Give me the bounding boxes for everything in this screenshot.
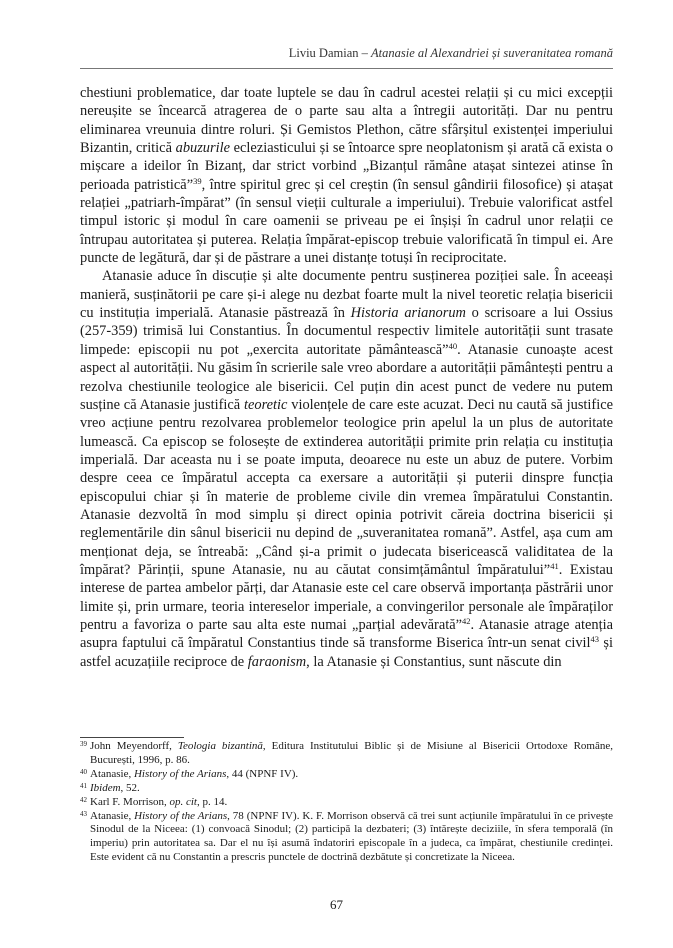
text-run: o scrisoare a lui Ossius (257-359) trimisă lui Constantius. În documentul respectiv limitele autorității sunt trasate limpede: episcopii nu pot „exercita autoritate pământească” <box>80 305 613 358</box>
footnote-text <box>90 782 613 796</box>
text-run: și astfel acuzațiile reciproce de <box>80 635 613 670</box>
italic-text: Ibidem <box>90 781 121 794</box>
paragraph <box>80 84 613 267</box>
footnote-ref[interactable]: 39 <box>193 175 202 186</box>
text-run: John Meyendorff, <box>90 740 178 752</box>
italic-text: faraonism <box>247 653 307 670</box>
italic-text: History of the Arians <box>133 767 227 780</box>
footnote-separator <box>80 737 184 738</box>
footnote-number: 42 <box>80 795 87 804</box>
text-run: , Editura Institutului Biblic și de Misiune al Bisericii Ortodoxe Române, București, 1996, p. 86. <box>90 740 613 766</box>
text-run: Atanasie aduce în discuție și alte documente pentru susținerea poziției sale. În aceeași manieră, susținătorii pe care și-i alege nu dezbat foarte mult la nivel teoretic relația bisericii cu instituția imperială. Atanasie păstrează în <box>80 268 613 322</box>
footnote <box>80 810 613 866</box>
text-run: violențele de care este acuzat. Deci nu caută să justifice vreo acțiune pentru rezolvarea problemelor teologice prin apelul la un plus de autoritate lumească. Ca episcop se folosește de extinderea autorității primite prin relația cu instituția imperială. Dar aceasta nu i se poate imputa, deoarece nu este un abuz de putere. Vorbim despre ceea ce împăratul accepta ca exersare a autorității și puterii dinspre funcția episcopului chiar și în materie de probleme civile din vremea împăratului Constantin. Atanasie dezvoltă în mod simplu și direct opinia potrivit căreia doctrina bisericii și reglementările din sânul bisericii nu depind de „suveranitatea romană”. Astfel, așa cum am menționat deja, se întreabă: „Când și-a primit o judecata bisericească validitatea de la împărat? Părinții, spune Atanasie, nu au căutat consimțământul împăratului” <box>80 396 613 578</box>
text-run: , la Atanasie și Constantius, sunt născute din <box>306 653 562 670</box>
text-run: , între spiritul grec și cel creștin (în sensul gândirii filosofice) și atașat relației „patriarh-împărat” (în sensul vieții culturale a imperiului). Trebuie valorificat astfel timpul istoric și modul în care oamenii se priveau pe ei înșiși în cadrul unor relații ce întrupau autoritatea și puterea. Relația împărat-episcop trebuie valorificată în timpul ei. Are puncte de legătură, dar și de păstrare a unei distanțe totuși în reciprocitate. <box>80 176 614 267</box>
footnote-text <box>90 796 613 810</box>
footnote-text <box>90 810 613 866</box>
header-author: Liviu Damian – <box>288 46 371 60</box>
text-run: ecleziasticului și se întoarce spre neoplatonism și arată că exista o mișcare a ideilor în Bizanț, dar strict vorbind „Bizanțul rămâne atașat sintezei atinse în perioada patristică” <box>80 140 614 193</box>
footnote-ref[interactable]: 40 <box>448 340 458 351</box>
text-run: . Atanasie cunoaște acest aspect al autorității. Nu găsim în scrierile sale vreo abordare a autorității pământești pentru a rezolva chestiunile teologice ale bisericii. Cel puțin din acest punct de vedere nu putem susține că Atanasie justifică <box>80 341 613 413</box>
italic-text: teoretic <box>244 396 288 413</box>
header-title: Atanasie al Alexandriei și suveranitatea romană <box>371 46 613 60</box>
footnote <box>80 740 613 768</box>
text-run: , 52. <box>120 781 140 794</box>
footnote <box>80 768 613 782</box>
footnote-ref[interactable]: 41 <box>550 560 559 571</box>
text-run: chestiuni problematice, dar toate luptele se dau în cadrul acestei relații și cu mici excepții nereușite se încearcă atragerea de o parte sau alta a întregii autorități. Dar nu pentru eliminarea vreunuia dintre roluri. Și Gemistos Plethon, către sfârșitul existenței imperiului Bizantin, critică <box>80 85 613 157</box>
footnote-number: 41 <box>80 781 87 790</box>
main-text <box>80 84 613 671</box>
footnote-ref[interactable]: 42 <box>462 615 471 626</box>
text-run: Atanasie, <box>90 767 134 780</box>
footnotes <box>80 740 613 865</box>
footnote-number: 43 <box>80 809 87 818</box>
page-number: 67 <box>330 897 343 912</box>
footnote <box>80 782 613 796</box>
text-run: Karl F. Morrison, <box>90 795 170 808</box>
footnote-text <box>90 740 613 768</box>
text-run: , p. 14. <box>196 795 228 808</box>
italic-text: History of the Arians <box>134 809 228 822</box>
italic-text: Historia arianorum <box>350 305 466 322</box>
footnote-number: 39 <box>80 740 87 748</box>
running-header <box>80 46 613 66</box>
italic-text: op. cit <box>169 795 197 808</box>
footnote-number: 40 <box>80 767 87 776</box>
paragraph <box>80 267 613 671</box>
footnote-ref[interactable]: 43 <box>590 634 600 645</box>
text-run: . Atanasie atrage atenția asupra faptului că împăratul Constantius tinde să transforme Biserica într-un senat civil <box>80 616 613 652</box>
footnote-text <box>90 768 613 782</box>
header-rule <box>80 68 613 69</box>
italic-text: abuzurile <box>175 140 230 157</box>
text-run: , 78 (NPNF IV). K. F. Morrison observă că trei sunt acțiunile împăratului în ce privește Sinodul de la Niceea: (1) convoacă Sinodul; (2) participă la dezbateri; (3) întărește deciziile, în sfera temporală (în imperiu) prin autoritatea sa. Dar el nu își asumă îndatoriri episcopale în a judeca, ca împărat, chestiunile credinței. Este evident că nu Constantin a prescris punctele de doctrină dezbătute și concretizate la Niceea. <box>90 809 613 864</box>
text-run: , 44 (NPNF IV). <box>226 767 299 780</box>
footnote <box>80 796 613 810</box>
text-run: Atanasie, <box>90 809 135 822</box>
text-run: . Existau interese de partea ambelor părți, dar Atanasie este cel care observă importanța păstrării unor limite și, prin urmare, teoria intereselor imperiale, a convingerilor personale ale împăraților pentru a favoriza o parte sau alta este numai „parțial adevărată” <box>80 561 613 633</box>
italic-text: Teologia bizantină <box>177 740 263 752</box>
